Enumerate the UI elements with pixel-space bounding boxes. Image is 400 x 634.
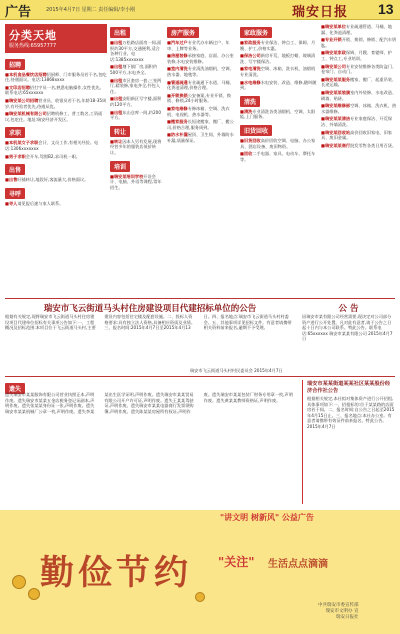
classified-item-title: ■瑞安某公司 xyxy=(321,63,346,69)
classified-item-text: 塘下镇厂房,面积约500平方,水电齐全。 xyxy=(110,64,158,75)
classified-item xyxy=(240,151,318,162)
classified-item-title: ■管道疏通 xyxy=(167,79,188,85)
category-tag: 清洗 xyxy=(240,96,260,107)
classified-item-text: 新房开荒、地板打蜡、玻璃清洗、写字楼保洁。 xyxy=(240,53,316,64)
classifieds-brand: 分类天地 xyxy=(9,29,57,42)
classified-item-text: 万松路店面房一间,面积约30平方,交通便利,适合各种行业。电话:1385xxxxxxx xyxy=(110,40,162,62)
classifieds-brand-box xyxy=(5,24,107,53)
section-divider xyxy=(5,298,395,299)
cooperative-notice xyxy=(302,380,395,504)
classifieds-list-3 xyxy=(167,24,237,144)
classified-item xyxy=(321,130,397,141)
classifieds-list-4 xyxy=(240,24,318,162)
classified-item-title: ■旧货回收 xyxy=(240,137,261,143)
classified-item-title: ■瑞安某公司招聘 xyxy=(5,97,39,103)
classified-item-text: 专业清洗油烟机、空调、热水器、地毯等。 xyxy=(167,66,234,77)
classified-item-title: ■瑞安某某装潢 xyxy=(321,89,351,95)
classifieds-list-5 xyxy=(321,24,397,148)
classified-item xyxy=(240,53,318,64)
classified-item-title: ■汽车过户 xyxy=(167,40,188,45)
category-tag: 寻呼 xyxy=(5,188,25,199)
classified-item-title: ■房屋装修 xyxy=(167,53,188,59)
classifieds-column-1 xyxy=(5,24,107,296)
classified-item-title: ■出售 xyxy=(5,177,18,183)
classified-item xyxy=(167,53,237,64)
coin-icon xyxy=(12,575,26,589)
classified-item-title: ■瑞安某某清洁 xyxy=(321,116,351,122)
classified-item-title: ■出租 xyxy=(110,109,123,115)
announcement-title: 公 告 xyxy=(338,304,359,314)
classified-item xyxy=(321,77,397,88)
classified-item xyxy=(5,154,107,160)
classified-item-text: 招打字员一名,熟悉电脑操作,女性优先。联系电话:65xxxxxx xyxy=(5,84,104,96)
classified-item-text: 空调、冰箱、洗衣机、热水器维修。 xyxy=(321,103,397,114)
category-tag: 房产服务 xyxy=(167,27,199,38)
classified-item-title: ■瑞安某培训学校 xyxy=(110,173,144,179)
classified-item-title: ■瑞安某机械有限公司 xyxy=(5,111,47,117)
classified-item-text: 专业家庭保洁、开荒保洁、外墙清洗。 xyxy=(321,116,392,127)
classified-item-title: ■瑞安某家政 xyxy=(321,50,346,56)
classified-item-title: ■出租 xyxy=(110,64,123,70)
classified-item-title: ■转让 xyxy=(110,138,123,144)
classified-item-text: 承接家庭、店面、办公室装修,水电安装维修。 xyxy=(167,53,234,64)
classifieds-list-1 xyxy=(5,56,107,207)
classified-item-title: ■回收 xyxy=(240,151,253,157)
classified-item-text: 专业代办车辆过户、年审、上牌等业务。 xyxy=(167,40,230,51)
classified-item-text: 开锁、换锁、修锁、配汽车钥匙。 xyxy=(321,37,397,48)
classified-item-text: 请见报后速与家人联系。 xyxy=(17,200,64,206)
classifieds-list-2 xyxy=(110,24,164,190)
classified-item xyxy=(5,177,107,183)
classified-item-text: 水电安装、改造、维修,随叫随到。 xyxy=(240,79,317,91)
classifieds-column-2 xyxy=(110,24,164,296)
classified-item xyxy=(321,24,397,35)
classified-item xyxy=(5,111,107,122)
classifieds-hotline: 服务热线:65957777 xyxy=(9,43,57,49)
classified-item xyxy=(167,40,237,51)
coin-icon xyxy=(195,592,205,602)
classified-item-text: 会开车,驾照B2,求司机一职。 xyxy=(25,153,80,159)
classified-item-text: 营业员、收银员若干名,年龄18-35周岁,有经验者优先,待遇从优。 xyxy=(5,97,107,109)
classified-item xyxy=(321,103,397,114)
classified-item-title: ■家电清洗 xyxy=(240,66,261,72)
classifieds-column-3 xyxy=(167,24,237,296)
classified-item-text: 专业疏通管道、马桶、地漏、化粪池清理。 xyxy=(321,24,392,35)
classified-item xyxy=(321,90,397,101)
classified-item-text: 二手电器、家具、电动车、摩托车等。 xyxy=(240,151,316,162)
category-tag: 出租 xyxy=(110,27,130,38)
classified-item xyxy=(167,66,237,77)
classified-item-text: 东山仓库一间,约200平方。 xyxy=(110,109,161,121)
classified-item xyxy=(167,93,237,104)
lost-notices-tag: 遗失 xyxy=(5,383,25,394)
classified-item-text: 专业安装维修各类防盗门、卷帘门、自动门。 xyxy=(321,63,397,75)
cooperative-notice-body: 根据相关规定,本社拟对集体资产进行公开招租,具体事项如下:一、招租标的:位于某某路的店面房若干间。二、报名时间:自公告之日起至2015年4月15日止。三、报名地点:本社办公室。有意者请携带有效证件前来报名。特此公告。2015年4月7日 xyxy=(307,396,395,429)
classified-item-text: 屋顶、卫生间、外墙防水补漏,质量保证。 xyxy=(167,132,234,143)
classified-item-text: 旺铺转让,地段好,客流量大,价格面议。 xyxy=(17,177,89,183)
classified-item xyxy=(167,119,237,130)
classified-item-text: 因本人另有发展,现将经营多年的服装店低价转让。 xyxy=(110,138,162,155)
classified-item-text: 专修冰箱、空调、洗衣机、电视机、热水器等。 xyxy=(167,105,230,117)
category-tag: 出售 xyxy=(5,164,25,175)
notice-title: 瑞安市飞云街道马头村住房建设项目代建招标单位的公告 xyxy=(43,304,257,314)
classified-item xyxy=(167,132,237,143)
cooperative-notice-title: 瑞安市某某街道某某社区某某股份经济合作社公告 xyxy=(307,381,391,394)
classified-item-title: ■出租 xyxy=(110,40,123,45)
classifieds-column-4 xyxy=(240,24,318,296)
banner-quote: "关注" xyxy=(218,555,255,569)
classified-item xyxy=(321,37,397,48)
classified-item xyxy=(110,96,164,107)
classified-item-title: ■瑞安某维修部 xyxy=(321,103,351,109)
lost-notices-body: 遗失瑞安市某某服饰有限公司营业执照正本,声明作废。遗失瑞安市某某五金店税务登记证副本,声明作废。遗失张某某身份证一张,声明作废。遗失瑞安市某某机械厂公章一枚,声明作废。遗失李某某出生医学证明,声明作废。遗失瑞安市某某贸易有限公司开户许可证,声明作废。遗失王某某驾驶证,声明作废。遗失瑞安市某某电器商行发票领购簿,声明作废。遗失陈某某房屋所有权证,声明作废。遗失瑞安市某某包装厂财务专用章一枚,声明作废。遗失黄某某教师资格证,声明作废。 xyxy=(5,392,293,414)
classified-item xyxy=(110,139,164,156)
classified-item-title: ■寻人 xyxy=(5,200,18,206)
notice-signature: 瑞安市飞云街道马头村村民委员会 2015年4月7日 xyxy=(190,368,283,373)
classified-item xyxy=(5,98,107,109)
classified-item-title: ■本机某女子求职 xyxy=(5,140,39,146)
org-line: 中共瑞安市委宣传部 xyxy=(318,603,359,608)
classified-item xyxy=(110,40,164,62)
classified-item-title: ■男子求职 xyxy=(5,153,26,159)
page-number: 13 xyxy=(378,1,394,17)
classified-item-text: 市区套房一套,三室两厅,精装修,家电齐全,拎包入住。 xyxy=(110,77,162,94)
classified-item xyxy=(321,64,397,75)
classified-item-title: ■瑞安某单位 xyxy=(321,24,346,29)
banner-slogan: "讲文明 树新风" 公益广告 xyxy=(220,512,314,522)
classified-item-title: ■本机食品餐饮店招聘 xyxy=(5,71,47,77)
classified-item-title: ■搬家服务 xyxy=(167,119,188,125)
classified-item xyxy=(5,85,107,96)
classified-item-text: 搬家、搬厂、起重吊装、长途运输。 xyxy=(321,76,397,88)
coin-icon xyxy=(28,588,40,600)
issue-date: 2015年4月7日 星期二 责任编辑/李小刚 xyxy=(46,7,135,13)
page-header xyxy=(0,0,400,20)
classified-item-text: 公安备案,专业开锁、换锁、修锁,24小时服务。 xyxy=(167,92,231,104)
classified-item-text: 安阳新区写字楼,面积约120平方。 xyxy=(110,96,162,107)
category-tag: 转让 xyxy=(110,126,130,137)
classified-item-text: 高价回收旧家电、旧家具、废旧金属。 xyxy=(321,129,392,141)
classified-item-text: 招厨师、门市服务员若干名,包吃住,待遇面议。电话:13868xxxx xyxy=(5,71,107,83)
classified-item xyxy=(5,201,107,207)
classified-item xyxy=(240,66,318,77)
classified-item xyxy=(110,174,164,191)
classified-item xyxy=(5,140,107,151)
category-tag: 旧货回收 xyxy=(240,125,272,136)
classified-item-text: 招聘机修工、普工数名,工资面议,包吃住。地址:瑞安经济开发区。 xyxy=(5,111,103,122)
classified-item-text: 高价回收空调、电脑、办公家具、酒店设备、废旧物资。 xyxy=(240,137,316,149)
org-line: 瑞安市文明办 宣 xyxy=(325,609,359,614)
banner-subtitle: 生活点点滴滴 xyxy=(268,559,328,570)
classified-item-title: ■瑞安某回收站 xyxy=(321,129,351,135)
classified-item-text: 专业保洁、钟点工、保姆、月嫂、护工,价格实惠。 xyxy=(240,40,316,51)
classified-item xyxy=(321,50,397,61)
classified-item-title: ■室内清洗 xyxy=(167,66,188,72)
classified-item-title: ■水电维修 xyxy=(240,79,261,85)
classified-item xyxy=(240,109,318,120)
classified-item-title: ■保洁公司 xyxy=(240,53,261,59)
section-title: 广告 xyxy=(5,5,32,20)
classified-item xyxy=(240,138,318,149)
classified-item-text: 会计、文员工作,有相关经验。电话:1306xxxxxxx xyxy=(5,140,99,151)
classified-item-text: 空调、冰箱、洗衣机、油烟机专业清洗。 xyxy=(240,66,316,77)
classified-item-text: 室内外装修、水电改造、刷墙、贴砖。 xyxy=(321,89,397,101)
classified-item xyxy=(110,64,164,75)
banner-organizations xyxy=(318,603,359,621)
classified-item-title: ■开锁换锁 xyxy=(167,92,188,98)
category-tag: 求职 xyxy=(5,127,25,138)
classified-item-text: 专业清洗各类油烟机、空调、太阳能,上门服务。 xyxy=(240,108,316,120)
classified-item xyxy=(167,106,237,117)
classified-item-title: ■瑞安某某商行 xyxy=(321,142,351,148)
section-divider xyxy=(5,376,395,377)
classified-item-text: 长短途搬家、搬厂、搬公司,价格合理,服务周到。 xyxy=(167,119,234,130)
classified-item-title: ■文印店招聘 xyxy=(5,84,30,90)
classified-item-title: ■瑞安某某服务 xyxy=(321,76,351,82)
classified-item-title: ■家电维修 xyxy=(167,105,188,111)
classified-item-title: ■防水补漏 xyxy=(167,132,188,138)
announcement-body: 因瑞安市某有限公司经营需要,现决定对公司部分资产进行公开处置。凡对此有意者,请于公告之日起十日内与本公司联系。特此公告。联系电话:65xxxxxx 瑞安市某某有限公司 2015年4月7日 xyxy=(302,314,393,342)
newspaper-logo: 瑞安日报 xyxy=(292,5,349,20)
banner-headline: 勤俭节约 xyxy=(40,553,192,593)
classified-item xyxy=(321,116,397,127)
classified-item xyxy=(5,72,107,83)
classified-item-text: 保姆、月嫂、育婴师、护工、钟点工,专业培训。 xyxy=(321,50,392,61)
classified-item-title: ■清洗 xyxy=(240,108,253,114)
category-tag: 培训 xyxy=(110,161,130,172)
classified-item-title: ■出租 xyxy=(110,77,123,83)
classified-item xyxy=(110,110,164,121)
classified-item xyxy=(240,40,318,51)
classified-item-title: ■家政服务 xyxy=(240,40,261,45)
classified-item xyxy=(110,78,164,95)
category-tag: 招聘 xyxy=(5,59,25,70)
classified-item-text: 开设会计、电脑、外语等课程,常年招生。 xyxy=(110,173,162,190)
classifieds-column-5 xyxy=(321,24,397,296)
classified-item-title: ■出租 xyxy=(110,96,123,102)
org-line: 瑞安日报社 xyxy=(336,615,359,620)
classified-item xyxy=(321,143,397,149)
classified-item-text: 专业疏通下水道、马桶、化粪池清理,价格合理。 xyxy=(167,79,234,91)
classified-item xyxy=(167,80,237,91)
notice-body: 根据有关规定,现将瑞安市飞云街道马头村住房建设项目代建单位招标有关事项公告如下:一、工程概况及招标范围:本项目位于飞云街道马头村,主要建设内容包括住宅楼及配套设施。二、投标人资格要求:具有独立法人资格,具备相应资质及业绩。三、报名时间:2015年4月7日至2015年4月13日。四、报名地点:瑞安市飞云街道马头村村委会。五、其他事项详见招标文件。有意者请携带相关资料前来报名,逾期不予受理。 xyxy=(5,314,292,331)
classified-item-text: 批发零售各类日用百货。 xyxy=(350,142,397,148)
category-tag: 家政服务 xyxy=(240,27,272,38)
classified-item xyxy=(240,80,318,91)
classified-item-title: ■专业开锁 xyxy=(321,37,342,43)
